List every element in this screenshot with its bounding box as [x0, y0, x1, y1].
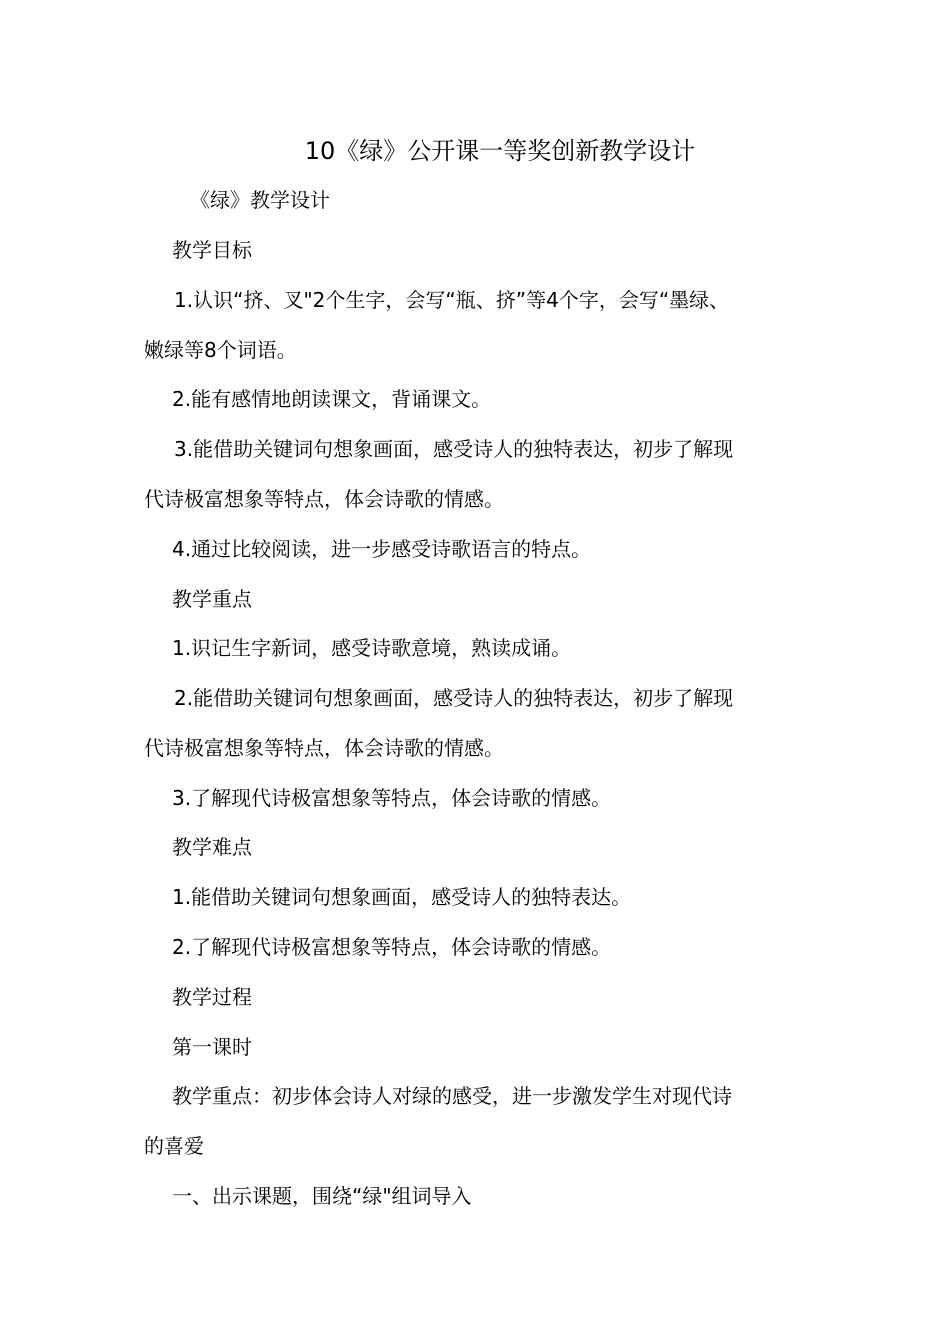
- text-line: 代诗极富想象等特点，体会诗歌的情感。: [144, 736, 504, 760]
- text-line: 的喜爱: [144, 1134, 204, 1158]
- text-line: 4.通过比较阅读，进一步感受诗歌语言的特点。: [172, 537, 592, 561]
- section-heading-key-points: 教学重点: [172, 587, 252, 611]
- text-line: 一、出示课题，围绕“绿"组词导入: [172, 1184, 472, 1208]
- text-line: 嫩绿等8个词语。: [144, 338, 297, 362]
- document-title: 10《绿》公开课一等奖创新教学设计: [304, 137, 696, 165]
- text-line: 教学重点：初步体会诗人对绿的感受，进一步激发学生对现代诗: [172, 1084, 732, 1108]
- text-line: 3.了解现代诗极富想象等特点，体会诗歌的情感。: [172, 786, 612, 810]
- text-line: 2.能有感情地朗读课文，背诵课文。: [172, 387, 492, 411]
- text-line: 1.能借助关键词句想象画面，感受诗人的独特表达。: [172, 885, 632, 909]
- text-line: 第一课时: [172, 1035, 252, 1059]
- text-line: 《绿》教学设计: [190, 188, 330, 212]
- section-heading-process: 教学过程: [172, 985, 252, 1009]
- text-line: 2.能借助关键词句想象画面，感受诗人的独特表达，初步了解现: [174, 686, 734, 710]
- text-line: 2.了解现代诗极富想象等特点，体会诗歌的情感。: [172, 935, 612, 959]
- text-line: 代诗极富想象等特点，体会诗歌的情感。: [144, 487, 504, 511]
- text-line: 1.认识“挤、叉"2个生字，会写“瓶、挤”等4个字，会写“墨绿、: [174, 288, 730, 312]
- text-line: 1.识记生字新词，感受诗歌意境，熟读成诵。: [172, 636, 572, 660]
- section-heading-objectives: 教学目标: [172, 238, 252, 262]
- section-heading-difficulties: 教学难点: [172, 835, 252, 859]
- text-line: 3.能借助关键词句想象画面，感受诗人的独特表达，初步了解现: [174, 437, 734, 461]
